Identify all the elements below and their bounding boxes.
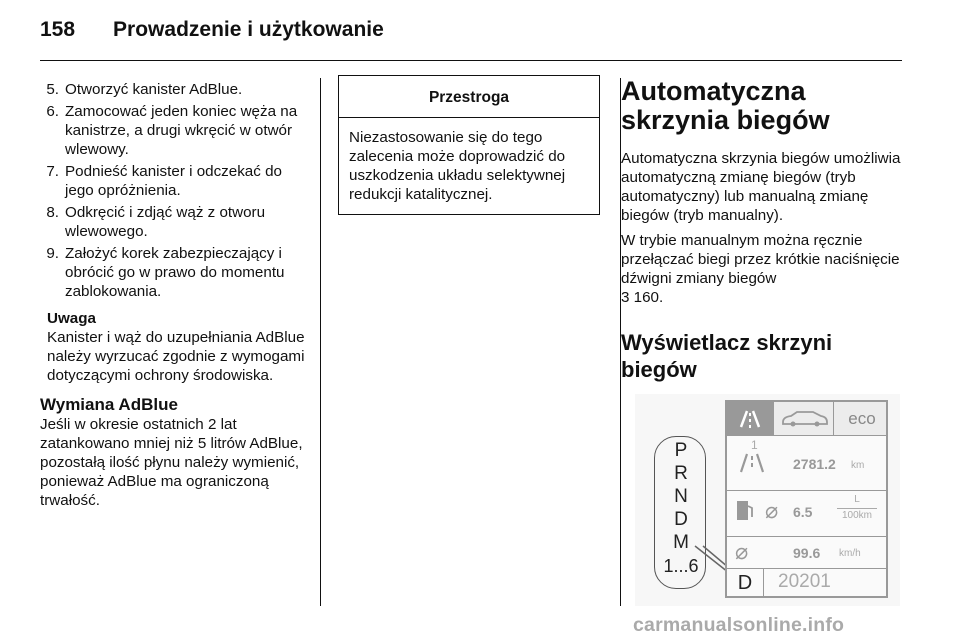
speed-row xyxy=(727,537,886,569)
section-heading: Automatyczna skrzynia biegów xyxy=(621,76,830,135)
column-left xyxy=(40,80,308,510)
caution-text: Niezastosowanie się do tego zalecenia może doprowadzić do uszkodzenia układu selektywnej redukcji katalitycznej. xyxy=(349,129,566,203)
column-middle xyxy=(338,75,600,215)
list-item xyxy=(40,102,308,159)
road-icon xyxy=(735,452,769,474)
paragraph: Automatyczna skrzynia biegów umożliwia automatyczną zmianę biegów (tryb automatyczny) lub manualną zmianę biegów (tryb manualny). xyxy=(621,150,901,224)
subsection-heading: Wyświetlacz skrzyni biegów xyxy=(621,330,833,382)
step-text: Podnieść kanister i odczekać do jego opróżnienia. xyxy=(65,163,282,199)
list-item xyxy=(40,162,308,200)
step-number: 9. xyxy=(46,245,59,262)
speed-unit: km/h xyxy=(839,548,861,559)
fuel-row xyxy=(727,491,886,537)
bottom-row xyxy=(727,569,886,598)
average-icon: ⌀ xyxy=(765,498,779,523)
step-number: 6. xyxy=(46,103,59,120)
gear-label: R xyxy=(674,463,688,484)
display-panel xyxy=(725,400,888,598)
trip-unit: km xyxy=(851,460,865,471)
step-text: Zamocować jeden koniec węża na kanistrze, a drugi wkręcić w otwór wlewowy. xyxy=(65,103,298,158)
step-text: Odkręcić i zdjąć wąż z otworu wlewowego. xyxy=(65,204,266,240)
gear-label: 1...6 xyxy=(663,556,699,576)
column-divider xyxy=(320,78,321,606)
watermark: carmanualsonline.info xyxy=(633,614,845,636)
section-text: Jeśli w okresie ostatnich 2 lat zatankowano mniej niż 5 litrów AdBlue, pozostałą ilość płynu należy wymienić, ponieważ AdBlue ma ograniczoną trwałość. xyxy=(40,416,303,509)
list-item xyxy=(40,80,308,99)
step-number: 8. xyxy=(46,204,59,221)
note-text: Kanister i wąż do uzupełniania AdBlue należy wyrzucać zgodnie z wymogami dotyczącymi ochrony środowiska. xyxy=(47,329,305,384)
car-icon xyxy=(774,402,834,435)
trip-row xyxy=(727,436,886,491)
step-number: 5. xyxy=(46,81,59,98)
paragraph xyxy=(621,231,903,307)
chapter-title: Prowadzenie i użytkowanie xyxy=(113,18,384,41)
odometer-total: 20201 xyxy=(778,571,831,592)
road-icon xyxy=(727,402,774,435)
section-heading: Wymiana AdBlue xyxy=(40,395,178,414)
step-text: Otworzyć kanister AdBlue. xyxy=(65,81,243,98)
fuel-consumption: 6.5 xyxy=(793,504,813,520)
page-reference[interactable]: 3 160. xyxy=(621,289,664,306)
caution-title: Przestroga xyxy=(339,76,599,118)
gear-label: M xyxy=(673,532,689,553)
trip-index: 1 xyxy=(751,438,758,452)
fraction-line xyxy=(837,508,877,509)
fuel-unit-top: L xyxy=(854,494,860,505)
paragraph-text: W trybie manualnym można ręcznie przełączać biegi przez krótkie naciśnięcie dźwigni zmiany biegów xyxy=(621,232,900,287)
eco-label: eco xyxy=(848,408,876,428)
fuel-pump-icon xyxy=(735,499,755,523)
step-text: Założyć korek zabezpieczający i obrócić go w prawo do momentu zablokowania. xyxy=(65,245,285,300)
gear-label: P xyxy=(674,440,688,461)
column-right xyxy=(621,75,903,383)
page-number: 158 xyxy=(40,18,76,41)
transmission-display-figure xyxy=(635,394,900,606)
display-tabs xyxy=(727,402,886,436)
note-heading: Uwaga xyxy=(47,310,96,327)
page-header xyxy=(40,18,384,48)
steps-list xyxy=(40,80,308,301)
average-icon: ⌀ xyxy=(735,539,749,564)
trip-distance: 2781.2 xyxy=(793,456,836,472)
average-speed: 99.6 xyxy=(793,545,821,561)
caution-box xyxy=(338,75,600,215)
current-gear: D xyxy=(727,569,764,598)
header-rule xyxy=(40,60,902,61)
step-number: 7. xyxy=(46,163,59,180)
gear-label: D xyxy=(674,509,688,530)
list-item xyxy=(40,203,308,241)
list-item xyxy=(40,244,308,301)
fuel-unit-bottom: 100km xyxy=(841,510,872,521)
gear-label: N xyxy=(674,486,688,507)
